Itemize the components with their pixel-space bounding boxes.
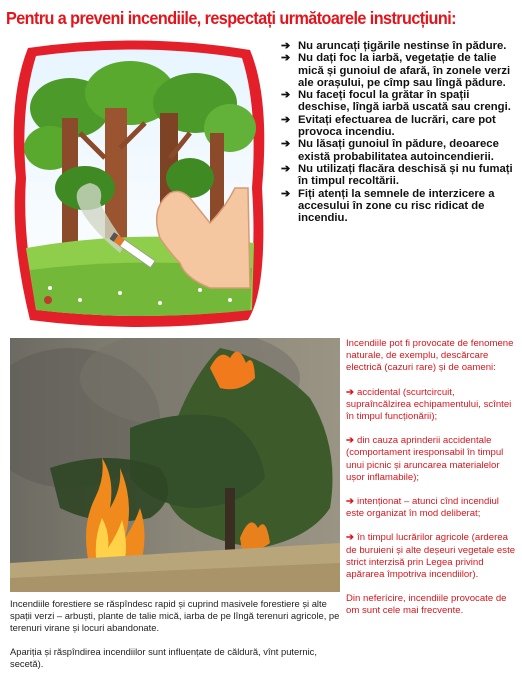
- arrow-right-icon: ➔: [346, 532, 355, 544]
- causes-intro: Incendiile pot fi provocate de fenomene naturale, de exemplu, descărcare electrică (cazuri rare) și de oameni:: [346, 338, 514, 374]
- cause-item: ➔ din cauza aprinderii accidentale (comportament iresponsabil în timpul unui picnic și aruncarea materialelor ușor inflamabile);: [346, 435, 504, 483]
- rule-item: ➔ Fiți atenți la semnele de interzicere a accesului în zone cu risc ridicat de incendiu.: [281, 187, 495, 225]
- arrow-right-icon: ➔: [281, 138, 291, 151]
- fire-causes-section: [346, 338, 518, 618]
- cause-item: ➔ accidental (scurtcircuit, supraîncălzirea echipamentului, scîntei în timpul funcționării);: [346, 386, 512, 423]
- page-title: Pentru a preveni incendiile, respectați următoarele instrucțiuni:: [6, 8, 456, 28]
- arrow-right-icon: ➔: [281, 52, 291, 65]
- arrow-right-icon: ➔: [281, 113, 291, 126]
- arrow-right-icon: ➔: [281, 187, 291, 200]
- arrow-right-icon: ➔: [281, 40, 291, 52]
- cause-item: ➔ în timpul lucrărilor agricole (arderea de buruieni și alte deșeuri vegetale este strict interzisă prin Legea privind apărarea împotriva incendiilor).: [346, 532, 516, 581]
- causes-list: [346, 387, 518, 582]
- cigarette-forest-illustration: [10, 38, 268, 330]
- rule-item: ➔ Nu utilizați flacăra deschisă și nu fumați în timpul recoltării.: [281, 162, 513, 188]
- cause-item: ➔ intenționat – atunci cînd incendiul este organizat în mod deliberat;: [346, 496, 499, 520]
- rule-item: ➔ Evitați efectuarea de lucrări, care pot provoca incendiu.: [281, 113, 496, 139]
- arrow-right-icon: ➔: [281, 162, 291, 175]
- caption-paragraph: Apariția și răspîndirea incendiilor sunt influențate de căldură, vînt puternic, secetă).: [10, 645, 317, 669]
- rule-item: ➔ Nu dați foc la iarbă, vegetație de talie mică și gunoiul de afară, în zonele verzi ale orașului, pe cîmp sau lîngă pădure.: [281, 52, 511, 89]
- photo-caption: [10, 598, 346, 681]
- rule-item: ➔ Nu lăsați gunoiul în pădure, deoarece există probabilitatea autoincendierii.: [281, 138, 499, 163]
- causes-footnote: Din neferícire, incendiile provocate de om sunt cele mai frecvente.: [346, 593, 507, 617]
- rule-item: ➔ Nu aruncați țigările nestinse în pădure.: [281, 40, 507, 52]
- rule-item: ➔ Nu faceți focul la grătar în spații deschise, lîngă iarbă uscată sau crengi.: [281, 89, 511, 114]
- arrow-right-icon: ➔: [346, 435, 355, 447]
- caption-paragraph: Incendiile forestiere se răspîndesc rapid și cuprind masivele forestiere și alte spații verzi – arbuști, plante de talie mică, iarba de pe lîngă terenuri agricole, pe terenuri virane și locuri abandonate.: [10, 598, 340, 634]
- prevention-rules-list: [281, 40, 517, 224]
- arrow-right-icon: ➔: [346, 386, 355, 398]
- arrow-right-icon: ➔: [281, 89, 291, 102]
- forest-fire-photo: [10, 338, 340, 592]
- arrow-right-icon: ➔: [346, 496, 355, 508]
